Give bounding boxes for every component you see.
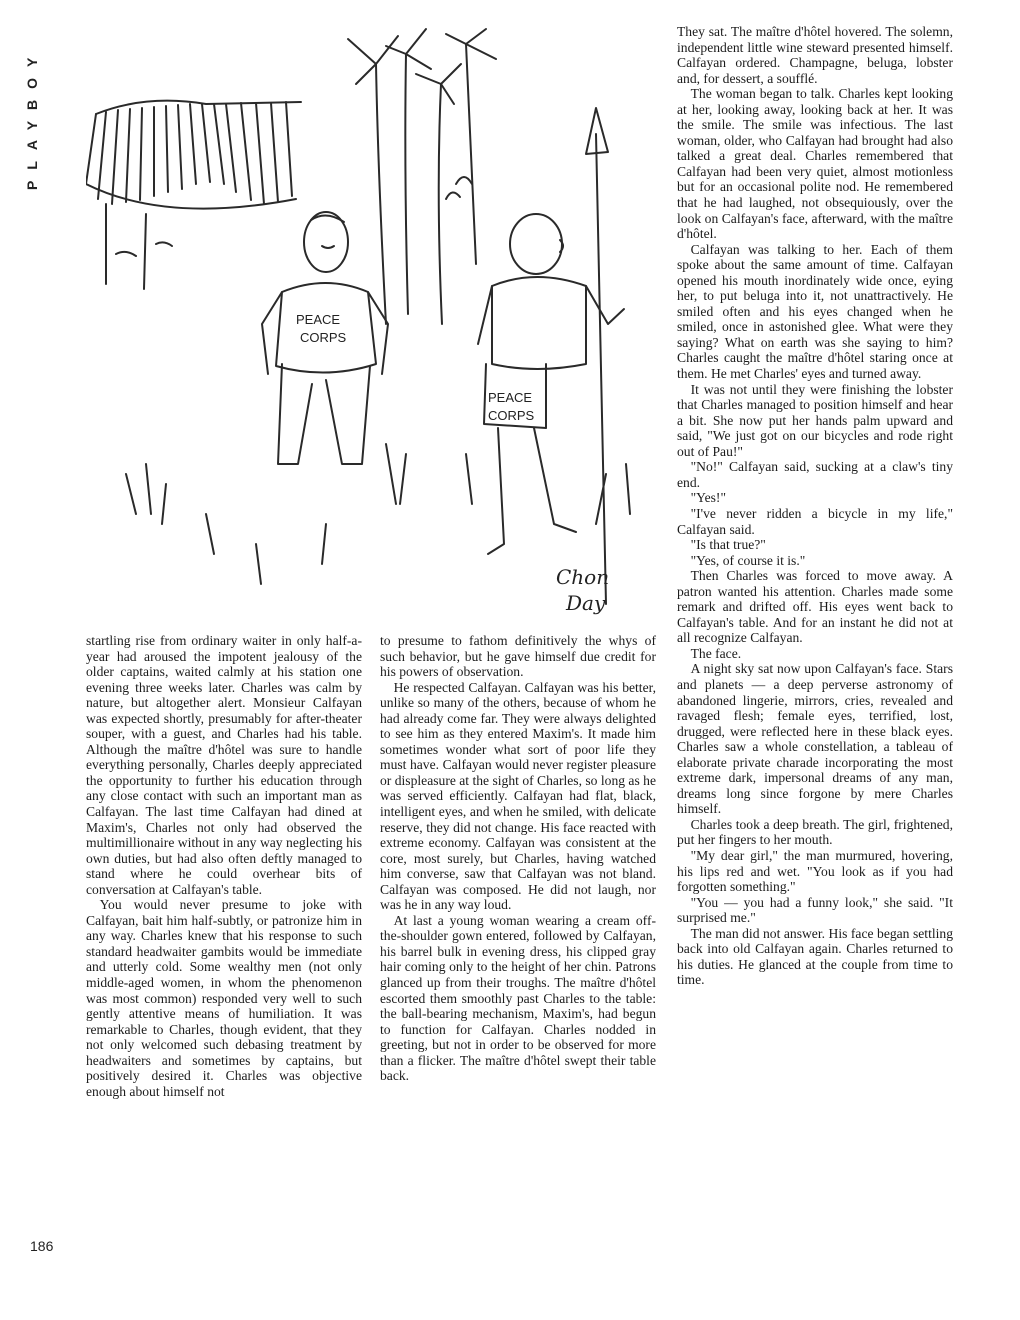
page-number: 186 <box>30 1238 54 1254</box>
text-column-2 <box>380 633 656 1084</box>
paragraph: The face. <box>690 645 742 661</box>
hut-wall <box>106 204 172 289</box>
paragraph: "Yes!" <box>690 490 726 506</box>
left-shirt-text-line1: PEACE <box>296 312 341 327</box>
palm-trees <box>348 29 496 324</box>
paragraph: Then Charles was forced to move away. A patron wanted his attention. Charles made some remark and drifted off. His eyes went back to Calfayan's table. And for an instant he did not at all recognize Calfayan. <box>677 568 953 646</box>
grass-tufts <box>126 444 630 584</box>
paragraph: The woman began to talk. Charles kept looking at her, looking away, looking back at her. It was the smile. The smile was infectious. The last woman, older, who Calfayan had brought had also talked a great deal. Charles remembered that Calfayan had been very quiet, almost motionless but for an occasional polite nod. He remembered that he had laughed, not obsequiously, over the look on Calfayan's face, afterward, with the maître d'hôtel. <box>677 86 953 242</box>
left-shirt-text-line2: CORPS <box>300 330 347 345</box>
paragraph: You would never presume to joke with Calfayan, bait him half-subtly, or patronize him in any way. Charles knew that his response to such standard headwaiter gambits would be immediate and utterly cold. Some wealthy men (not only middle-aged women, in whom the phenomenon was most common) responded very well to such gently attentive means of humiliation. It was remarkable to Charles, though evident, that they not only welcomed such debasing treatment by headwaiters and sometimes by captains, but positively desired it. Charles was objective enough about himself not <box>86 897 362 1099</box>
hut-roof <box>86 101 301 209</box>
right-cloth-text-line1: PEACE <box>488 390 533 405</box>
artist-signature-line1: Chon <box>556 565 610 589</box>
magazine-name: PLAYBOY <box>24 46 40 190</box>
paragraph: Charles took a deep breath. The girl, frightened, put her fingers to her mouth. <box>677 816 953 848</box>
paragraph: "I've never ridden a bicycle in my life," Calfayan said. <box>677 505 953 537</box>
paragraph: It was not until they were finishing the lobster that Charles managed to position himself and hear a bit. She now put her hands palm upward and said, "We just got on our bicycles and rode right out of Pau!" <box>677 381 953 459</box>
paragraph: to presume to fathom definitively the whys of such behavior, but he gave himself due credit for his powers of observation. <box>380 633 656 680</box>
magazine-spine-title <box>24 30 54 190</box>
text-column-1 <box>86 633 362 1099</box>
paragraph: "No!" Calfayan said, sucking at a claw's tiny end. <box>677 459 953 490</box>
paragraph: The man did not answer. His face began settling back into old Calfayan again. Charles returned to his duties. He glanced at the couple from time to time. <box>677 925 953 988</box>
spear <box>586 108 608 604</box>
paragraph: Calfayan was talking to her. Each of them spoke about the same amount of time. Calfayan opened his mouth inordinately wide once, eying her, to put beluga into it, not unattractively. He smiled often and his eyes changed when he smiled, once in astonished glee. What were they saying? What on earth was she saying to him? Charles caught the maître d'hôtel staring once at them. He met Charles' eyes and turned away. <box>677 241 953 382</box>
paragraph: They sat. The maître d'hôtel hovered. The solemn, independent little wine steward presented himself. Calfayan ordered. Champagne, beluga, lobster and, for dessert, a soufflé. <box>677 24 953 86</box>
right-cloth-text-line2: CORPS <box>488 408 535 423</box>
paragraph: "You — you had a funny look," she said. "It surprised me." <box>677 894 953 926</box>
paragraph: startling rise from ordinary waiter in only half-a-year had aroused the impotent jealousy of the older captains, waited calmly at his station one evening three weeks later. Charles was calm by nature, but altogether alert. Monsieur Calfayan was expected shortly, presumably for after-theater souper, with a guest, and Charles had his table. Although the maître d'hôtel was sure to handle everything personally, Charles deeply appreciated the opportunity to further his education through any close contact with such an important man as Calfayan. The last time Calfayan had dined at Maxim's, Charles not only had observed the multimillionaire without in any way neglecting his own duties, but had also often deftly managed to stand where he could overhear bits of conversation at Calfayan's table. <box>86 633 362 897</box>
paragraph: "My dear girl," the man murmured, hovering, his lips red and wet. "You look as if you had forgotten something." <box>677 847 953 895</box>
paragraph: A night sky sat now upon Calfayan's face. Stars and planets — a deep perverse astronomy of abandoned lingerie, mirrors, cries, revealed and ravaged flesh; female eyes, terrified, lost, drugged, were reflected here in these black eyes. Charles saw a whole constellation, a tableau of elaborate private charade incorporating the most extreme dark, impersonal dreams of any man, dreams long since forgone by mere Charles himself. <box>677 661 953 817</box>
paragraph: "Is that true?" <box>690 537 766 553</box>
paragraph: At last a young woman wearing a cream off-the-shoulder gown entered, followed by Calfayan, his barrel bulk in evening dress, his clipped gray hair coming only to the height of her chin. Patrons glanced up from their troughs. The maître d'hôtel escorted them smoothly past Charles to the table: the ball-bearing mechanism, Maxim's, had begun to function for Calfayan. Charles nodded in greeting, but not in order to be observed for more than a flicker. The maître d'hôtel swept their table back. <box>380 912 656 1084</box>
paragraph: He respected Calfayan. Calfayan was his better, unlike so many of the others, because of whom he had already come far. They were always delighted to see him as they entered Maxim's. It made him sometimes wonder what sort of poor life they must have. Calfayan would never register pleasure or displeasure at the sight of Charles, so long as he was served efficiently. Calfayan had flat, black, intelligent eyes, and when he smiled, with delicate reserve, they did not change. His face reacted with extreme economy. Calfayan was consistent at the core, most surely, but Charles, having watched him converse, saw that Calfayan was not bland. Calfayan was composed. He did not laugh, nor was he in any way loud. <box>380 679 656 913</box>
cartoon-illustration <box>86 24 668 628</box>
text-column-3 <box>677 24 953 988</box>
artist-signature-line2: Day <box>566 591 606 615</box>
paragraph: "Yes, of course it is." <box>690 552 806 568</box>
